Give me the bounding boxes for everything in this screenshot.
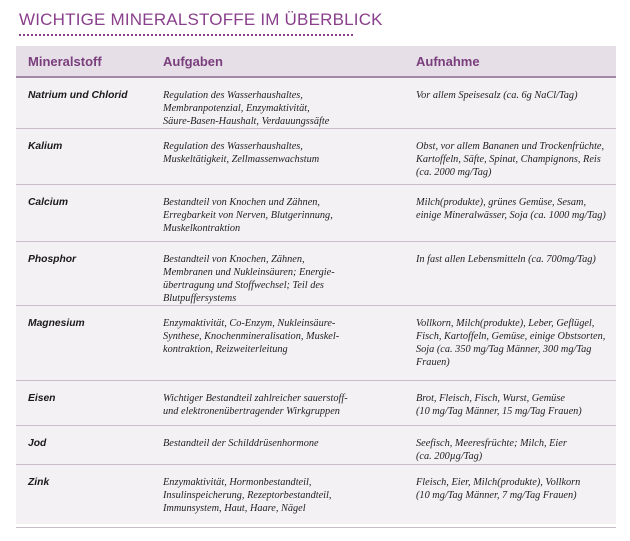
table-body [16, 77, 616, 528]
cell-text-line: (10 mg/Tag Männer, 7 mg/Tag Frauen) [416, 490, 577, 501]
aufnahme-cell [403, 129, 616, 185]
table-row [16, 381, 616, 426]
cell-text-line: Membranpotenzial, Enzymaktivität, [163, 103, 310, 114]
aufgaben-cell [152, 129, 403, 185]
mineral-name-cell: Magnesium [16, 306, 152, 381]
cell-text-line: Synthese, Knochenmineralisation, Muskel- [163, 331, 340, 342]
aufnahme-cell [403, 306, 616, 381]
cell-text-line: übertragung und Stoffwechsel; Teil des [163, 280, 324, 291]
aufgaben-cell [152, 426, 403, 465]
table-row [16, 129, 616, 185]
minerals-table [16, 46, 616, 528]
mineral-name-cell: Calcium [16, 185, 152, 242]
mineral-name-cell: Phosphor [16, 242, 152, 306]
aufnahme-cell [403, 77, 616, 129]
aufgaben-cell [152, 185, 403, 242]
cell-text-line: Muskelkontraktion [163, 223, 241, 234]
mineral-name-cell: Eisen [16, 381, 152, 426]
cell-text-line: Bestandteil der Schilddrüsenhormone [163, 438, 319, 449]
cell-text-line: Bestandteil von Knochen, Zähnen, [163, 254, 305, 265]
aufnahme-cell [403, 242, 616, 306]
header-mineralstoff: Mineralstoff [16, 46, 152, 77]
cell-text-line: (ca. 200µg/Tag) [416, 451, 483, 462]
cell-text-line: Milch(produkte), grünes Gemüse, Sesam, [416, 197, 587, 208]
cell-text-line: Kartoffeln, Säfte, Spinat, Champignons, Reis [416, 154, 601, 165]
cell-text-line: Enzymaktivität, Hormonbestandteil, [163, 477, 312, 488]
cell-text-line: Frauen) [416, 357, 450, 368]
cell-text-line: Fleisch, Eier, Milch(produkte), Vollkorn [416, 477, 581, 488]
cell-text-line: und elektronenübertragender Wirkgruppen [163, 406, 340, 417]
cell-text-line: Fisch, Kartoffeln, Gemüse, einige Obstsorten, [416, 331, 606, 342]
table-row [16, 426, 616, 465]
cell-text-line: (10 mg/Tag Männer, 15 mg/Tag Frauen) [416, 406, 582, 417]
cell-text-line: Brot, Fleisch, Fisch, Wurst, Gemüse [416, 393, 565, 404]
mineral-name-cell: Zink [16, 465, 152, 528]
cell-text-line: Regulation des Wasserhaushaltes, [163, 90, 303, 101]
cell-text-line: Insulinspeicherung, Rezeptorbestandteil, [163, 490, 332, 501]
cell-text-line: kontraktion, Reizweiterleitung [163, 344, 288, 355]
header-aufgaben: Aufgaben [152, 46, 403, 77]
aufgaben-cell [152, 306, 403, 381]
cell-text-line: Bestandteil von Knochen und Zähnen, [163, 197, 321, 208]
aufnahme-cell [403, 381, 616, 426]
table-row [16, 465, 616, 528]
mineral-name-cell: Jod [16, 426, 152, 465]
header-aufnahme: Aufnahme [403, 46, 616, 77]
cell-text-line: Regulation des Wasserhaushaltes, [163, 141, 303, 152]
cell-text-line: Enzymaktivität, Co-Enzym, Nukleinsäure- [163, 318, 336, 329]
aufnahme-cell [403, 185, 616, 242]
cell-text-line: Vor allem Speisesalz (ca. 6g NaCl/Tag) [416, 90, 578, 101]
title-divider [19, 34, 353, 36]
table-row [16, 306, 616, 381]
aufgaben-cell [152, 465, 403, 528]
mineral-name-cell: Natrium und Chlorid [16, 77, 152, 129]
cell-text-line: Membranen und Nukleinsäuren; Energie- [163, 267, 335, 278]
cell-text-line: In fast allen Lebensmitteln (ca. 700mg/Tag) [416, 254, 596, 265]
cell-text-line: Blutpuffersystems [163, 293, 237, 304]
aufgaben-cell [152, 242, 403, 306]
cell-text-line: Vollkorn, Milch(produkte), Leber, Geflügel, [416, 318, 595, 329]
cell-text-line: Soja (ca. 350 mg/Tag Männer, 300 mg/Tag [416, 344, 592, 355]
aufgaben-cell [152, 77, 403, 129]
cell-text-line: Erregbarkeit von Nerven, Blutgerinnung, [163, 210, 333, 221]
cell-text-line: (ca. 2000 mg/Tag) [416, 167, 492, 178]
cell-text-line: Wichtiger Bestandteil zahlreicher sauerstoff- [163, 393, 348, 404]
cell-text-line: einige Mineralwässer, Soja (ca. 1000 mg/Tag) [416, 210, 606, 221]
aufgaben-cell [152, 381, 403, 426]
cell-text-line: Immunsystem, Haut, Haare, Nägel [163, 503, 306, 514]
table-row [16, 242, 616, 306]
cell-text-line: Seefisch, Meeresfrüchte; Milch, Eier [416, 438, 567, 449]
cell-text-line: Obst, vor allem Bananen und Trockenfrüchte, [416, 141, 605, 152]
table-row [16, 185, 616, 242]
mineral-name-cell: Kalium [16, 129, 152, 185]
page-title: WICHTIGE MINERALSTOFFE IM ÜBERBLICK [19, 10, 383, 29]
aufnahme-cell [403, 465, 616, 528]
aufnahme-cell [403, 426, 616, 465]
table-header-row [16, 46, 616, 77]
cell-text-line: Muskeltätigkeit, Zellmassenwachstum [163, 154, 320, 165]
table-row [16, 77, 616, 129]
cell-text-line: Säure-Basen-Haushalt, Verdauungssäfte [163, 116, 330, 127]
